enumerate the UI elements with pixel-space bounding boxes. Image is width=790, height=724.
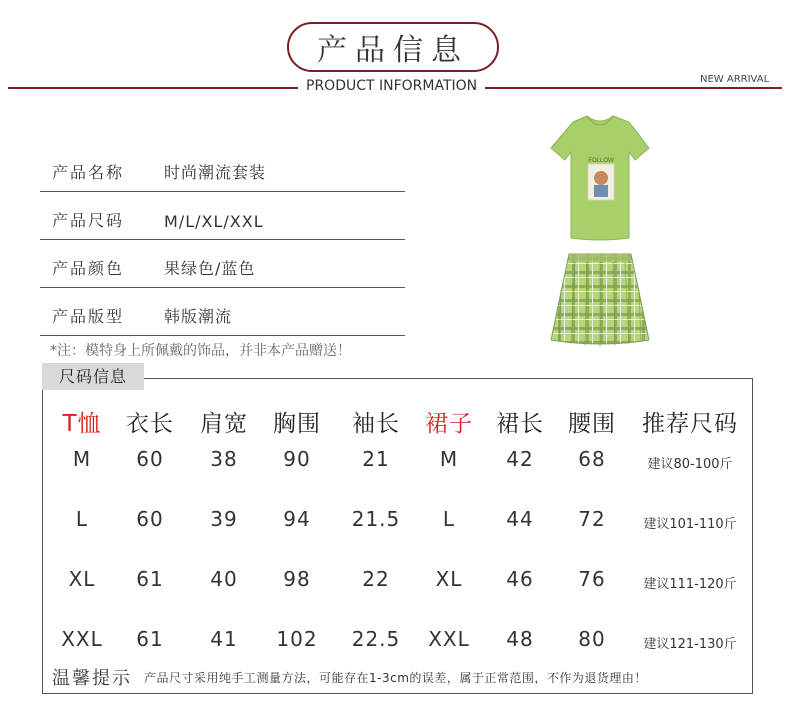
shirt-print-text: FOLLOW: [588, 158, 614, 164]
cell-shoulder: 40: [210, 567, 238, 591]
cell-sleeve: 22: [362, 567, 390, 591]
info-label: 产品版型: [52, 307, 125, 326]
info-value: 果绿色/蓝色: [164, 259, 256, 278]
cell-recommend: 建议111-120斤: [643, 577, 737, 592]
tip-text: 产品尺寸采用纯手工测量方法，可能存在1-3cm的误差，属于正常范围，不作为退货理由！: [144, 671, 647, 685]
page-subtitle: PRODUCT INFORMATION: [298, 78, 485, 94]
cell-recommend: 建议101-110斤: [643, 517, 737, 532]
info-value: M/L/XL/XXL: [164, 212, 264, 231]
info-value: 韩版潮流: [164, 307, 233, 326]
header-chest: 胸围: [273, 411, 321, 437]
cell-chest: 98: [283, 567, 311, 591]
cell-tshirt-size: XXL: [61, 627, 103, 651]
info-row-size: [40, 191, 405, 240]
info-label: 产品颜色: [52, 259, 125, 278]
header-shoulder: 肩宽: [200, 411, 248, 437]
page-title: 产品信息: [287, 22, 499, 72]
cell-sleeve: 21: [362, 447, 390, 471]
cell-sleeve: 22.5: [351, 627, 401, 651]
info-label: 产品名称: [52, 163, 125, 182]
cell-skirt-length: 42: [506, 447, 534, 471]
cell-tshirt-size: M: [72, 447, 92, 471]
cell-tshirt-size: L: [75, 507, 89, 531]
cell-skirt-length: 46: [506, 567, 534, 591]
cell-chest: 94: [283, 507, 311, 531]
cell-skirt-size: XXL: [428, 627, 470, 651]
header-waist: 腰围: [568, 411, 616, 437]
header-skirt-length: 裙长: [496, 411, 544, 437]
cell-shoulder: 39: [210, 507, 238, 531]
cell-recommend: 建议121-130斤: [643, 637, 737, 652]
info-label: 产品尺码: [52, 211, 125, 230]
header-recommend: 推荐尺码: [642, 411, 738, 437]
header-skirt: 裙子: [425, 411, 473, 437]
outfit-illustration: [525, 112, 675, 350]
cell-length: 61: [136, 567, 164, 591]
info-row-style: [40, 287, 405, 336]
cell-shoulder: 41: [210, 627, 238, 651]
header-sleeve: 袖长: [352, 411, 400, 437]
size-table-tab: 尺码信息: [42, 363, 144, 390]
cell-length: 61: [136, 627, 164, 651]
cell-chest: 102: [276, 627, 318, 651]
header-tshirt: T恤: [62, 411, 102, 437]
cell-skirt-size: M: [439, 447, 459, 471]
cell-waist: 72: [578, 507, 606, 531]
cell-waist: 76: [578, 567, 606, 591]
cell-length: 60: [136, 447, 164, 471]
cell-waist: 68: [578, 447, 606, 471]
cell-skirt-length: 48: [506, 627, 534, 651]
cell-recommend: 建议80-100斤: [647, 457, 733, 472]
accessory-note: *注：模特身上所佩戴的饰品，并非本产品赠送！: [50, 343, 351, 359]
cell-sleeve: 21.5: [351, 507, 401, 531]
cell-tshirt-size: XL: [68, 567, 96, 591]
cell-waist: 80: [578, 627, 606, 651]
cell-skirt-size: L: [442, 507, 456, 531]
tip-title: 温馨提示: [52, 668, 132, 689]
new-arrival-tag: NEW ARRIVAL: [700, 74, 770, 85]
info-row-name: [40, 143, 405, 192]
cell-chest: 90: [283, 447, 311, 471]
info-row-color: [40, 239, 405, 288]
header-length: 衣长: [126, 411, 174, 437]
cell-shoulder: 38: [210, 447, 238, 471]
cell-skirt-size: XL: [435, 567, 463, 591]
cell-skirt-length: 44: [506, 507, 534, 531]
info-value: 时尚潮流套装: [164, 163, 267, 182]
cell-length: 60: [136, 507, 164, 531]
